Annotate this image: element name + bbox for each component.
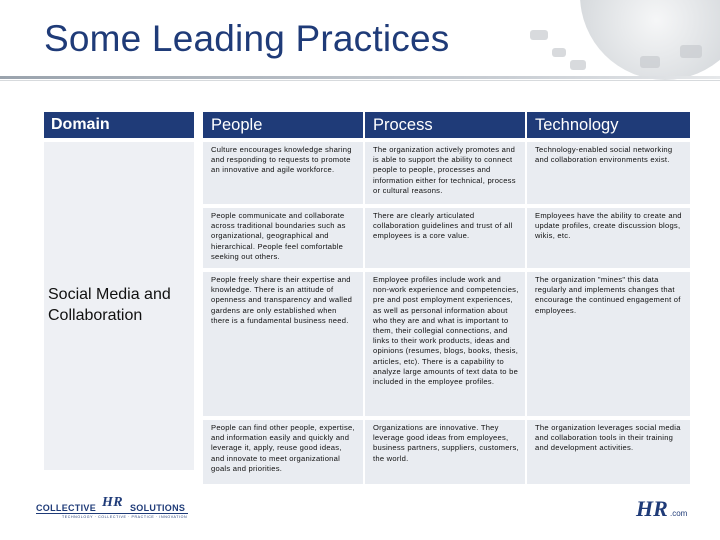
table-cell: Technology-enabled social networking and collaboration environments exist. — [527, 142, 690, 204]
globe-puzzle-image — [520, 0, 720, 85]
header-process: Process — [365, 112, 527, 138]
hr-com-mark: HR — [636, 496, 668, 521]
practices-table — [203, 112, 690, 484]
header-technology: Technology — [527, 112, 690, 138]
table-cell: Culture encourages knowledge sharing and responding to requests to promote an innovative and agile workforce. — [203, 142, 365, 204]
logo-word-solutions: SOLUTIONS — [130, 503, 186, 513]
logo-tagline: TECHNOLOGY · COLLECTIVE · PRACTICE · INNOVATION — [62, 515, 188, 519]
table-cell: People communicate and collaborate across traditional boundaries such as organizational, geographical and hierarchical. People feel comfortable seeking out others. — [203, 208, 365, 268]
table-cell: Employees have the ability to create and update profiles, create discussion blogs, wikis, etc. — [527, 208, 690, 268]
puzzle-piece — [680, 45, 702, 58]
table-cell: Employee profiles include work and non-work experience and competencies, pre and post employment experiences, as well as personal information about who they are and what is important to them, their collegial connections, and links to their work products, ideas and opinions (resumes, blogs, books, thesis, articles, etc). There is a capability to analyze large amounts of text data to be included in the employee profiles. — [365, 272, 527, 416]
slide-title: Some Leading Practices — [44, 18, 450, 59]
domain-header: Domain — [44, 112, 194, 138]
puzzle-piece — [552, 48, 566, 57]
puzzle-piece — [530, 30, 548, 40]
hr-com-suffix: .com — [670, 509, 688, 518]
title-divider — [0, 76, 720, 79]
puzzle-piece — [570, 60, 586, 70]
table-cell: The organization leverages social media and collaboration tools in their training and development activities. — [527, 420, 690, 484]
logo-word-collective: COLLECTIVE — [36, 503, 97, 513]
logo-underline — [36, 513, 188, 514]
table-row — [203, 138, 690, 204]
table-row — [203, 416, 690, 484]
title-divider-thin — [0, 80, 720, 81]
table-cell: Organizations are innovative. They leverage good ideas from employees, business partners, suppliers, customers, the world. — [365, 420, 527, 484]
table-cell: The organization "mines" this data regularly and implements changes that encourage the continued engagement of employees. — [527, 272, 690, 416]
puzzle-piece — [640, 56, 660, 68]
logo-hr-mark: HR — [102, 495, 123, 510]
table-row — [203, 268, 690, 416]
globe-shape — [580, 0, 720, 80]
collective-hr-solutions-logo — [36, 494, 196, 524]
table-cell: The organization actively promotes and is able to support the ability to connect people to people, processes and information either for technical, process or cultural reasons. — [365, 142, 527, 204]
table-cell: People can find other people, expertise, and information easily and quickly and leverage it, apply, reuse good ideas, and innovate to meet organizational goals and priorities. — [203, 420, 365, 484]
table-header-row — [203, 112, 690, 138]
hr-com-logo — [636, 496, 696, 522]
table-cell: There are clearly articulated collaboration guidelines and trust of all employees is a core value. — [365, 208, 527, 268]
domain-value: Social Media and Collaboration — [48, 286, 171, 324]
table-row — [203, 204, 690, 268]
table-cell: People freely share their expertise and knowledge. There is an attitude of openness and transparency and walled gardens are only established when there is a fundamental business need. — [203, 272, 365, 416]
header-people: People — [203, 112, 365, 138]
